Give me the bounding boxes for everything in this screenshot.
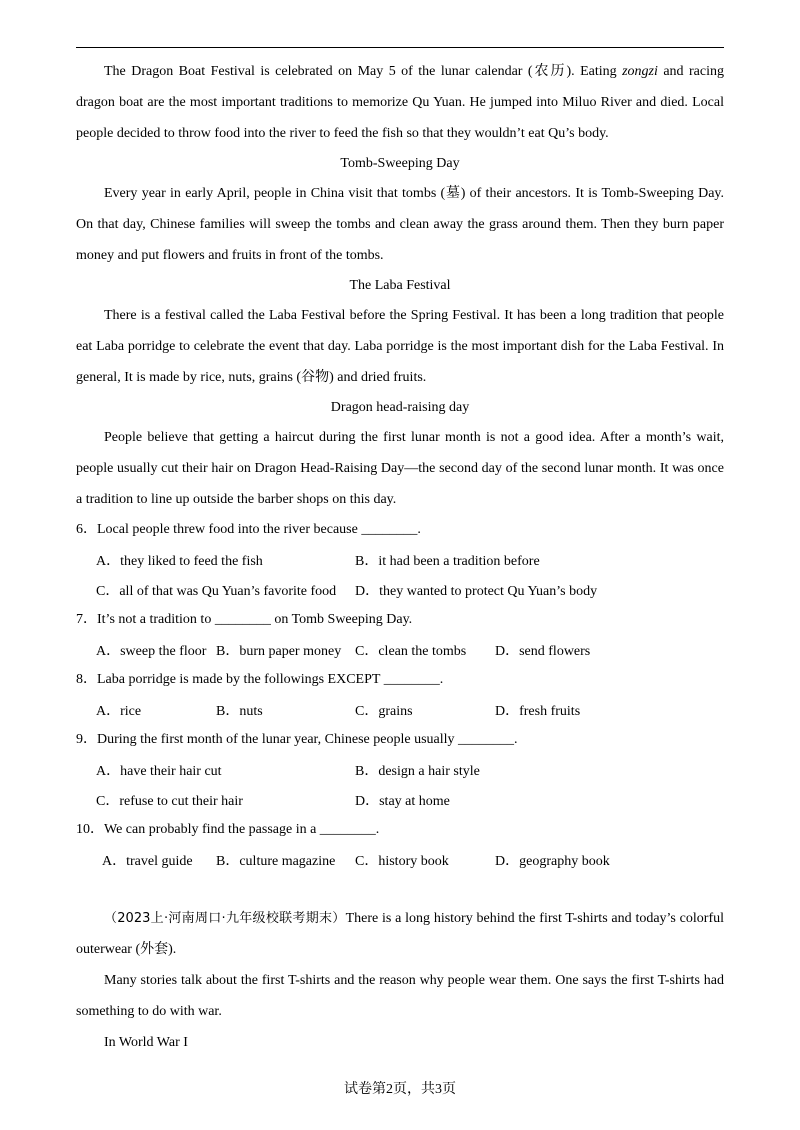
- question-10-option-d: D．geography book: [495, 854, 610, 869]
- question-10-option-b: B．culture magazine: [216, 854, 336, 869]
- question-8-stem: 8．Laba porridge is made by the followings EXCEPT ________.: [76, 672, 444, 687]
- passage-paragraph-dragon-boat: The Dragon Boat Festival is celebrated on May 5 of the lunar calendar (农历). Eating zongzi and racing dragon boat are the most important traditions to memorize Qu Yuan. He jumped into Miluo River and died. Local people decided to throw food into the river to feed the fish so that they wouldn’t eat Qu’s body.: [76, 64, 724, 141]
- passage-paragraph-dragon-head: People believe that getting a haircut during the first lunar month is not a good idea. After a month’s wait, people usually cut their hair on Dragon Head-Raising Day—the second day of the second lunar month. It was once a tradition to line up outside the barber shops on this day.: [76, 430, 724, 507]
- page-content: [76, 56, 724, 1058]
- section-heading-dragon-head: Dragon head-raising day: [330, 400, 470, 415]
- question-7-option-a: A．sweep the floor: [96, 644, 207, 659]
- question-9-option-b: B．design a hair style: [355, 764, 480, 779]
- question-8-option-b: B．nuts: [216, 704, 263, 719]
- question-7-options-row: [76, 635, 724, 665]
- question-6-stem: 6．Local people threw food into the river because ________.: [76, 522, 421, 537]
- question-6-options-row-1: [76, 545, 724, 575]
- question-6-options-row-2: [76, 575, 724, 605]
- question-10-options-row: [76, 845, 724, 875]
- section-heading-laba: The Laba Festival: [349, 278, 451, 293]
- question-9-stem: 9．During the first month of the lunar year, Chinese people usually ________.: [76, 732, 518, 747]
- question-10-stem: 10．We can probably find the passage in a ________.: [76, 822, 380, 837]
- question-8-option-d: D．fresh fruits: [495, 704, 581, 719]
- question-7-option-d: D．send flowers: [495, 644, 591, 659]
- question-9-option-d: D．stay at home: [355, 794, 450, 809]
- header-rule: [76, 47, 724, 48]
- question-8-option-c: C．grains: [355, 704, 413, 719]
- question-6-option-c: C．all of that was Qu Yuan’s favorite food: [96, 584, 337, 599]
- question-8-option-a: A．rice: [96, 704, 142, 719]
- question-9-options-row-2: [76, 785, 724, 815]
- question-9-options-row-1: [76, 755, 724, 785]
- question-6-option-b: B．it had been a tradition before: [355, 554, 540, 569]
- question-7-stem: 7．It’s not a tradition to ________ on Tomb Sweeping Day.: [76, 612, 413, 627]
- section-gap: [76, 875, 724, 903]
- question-7-option-b: B．burn paper money: [216, 644, 342, 659]
- passage-paragraph-tomb-sweeping: Every year in early April, people in China visit that tombs (墓) of their ancestors. It is Tomb-Sweeping Day. On that day, Chinese families will sweep the tombs and clean away the grass around them. Then they burn paper money and put flowers and fruits in front of the tombs.: [76, 186, 724, 263]
- question-6-option-d: D．they wanted to protect Qu Yuan’s body: [355, 584, 598, 599]
- question-9-option-c: C．refuse to cut their hair: [96, 794, 243, 809]
- question-6-option-a: A．they liked to feed the fish: [96, 554, 263, 569]
- page-footer: 试卷第2页，共3页: [344, 1082, 456, 1097]
- section-heading-tomb-sweeping: Tomb-Sweeping Day: [340, 156, 460, 171]
- question-10-option-c: C．history book: [355, 854, 449, 869]
- passage-paragraph-laba: There is a festival called the Laba Festival before the Spring Festival. It has been a long tradition that people eat Laba porridge to celebrate the event that day. Laba porridge is the most important dish for the Laba Festival. In general, It is made by rice, nuts, grains (谷物) and dried fruits.: [76, 308, 724, 385]
- question-10-option-a: A．travel guide: [102, 854, 193, 869]
- source-note: （2023上·河南周口·九年级校联考期末）: [104, 911, 346, 926]
- passage2-paragraph-3: In World War I: [104, 1035, 188, 1050]
- passage2-paragraph-2: Many stories talk about the first T-shirts and the reason why people wear them. One says the first T-shirts had something to do with war.: [76, 973, 724, 1019]
- question-8-options-row: [76, 695, 724, 725]
- question-9-option-a: A．have their hair cut: [96, 764, 222, 779]
- question-7-option-c: C．clean the tombs: [355, 644, 467, 659]
- passage2-intro: （2023上·河南周口·九年级校联考期末）There is a long history behind the first T-shirts and today’s colorful outerwear (外套).: [76, 911, 724, 957]
